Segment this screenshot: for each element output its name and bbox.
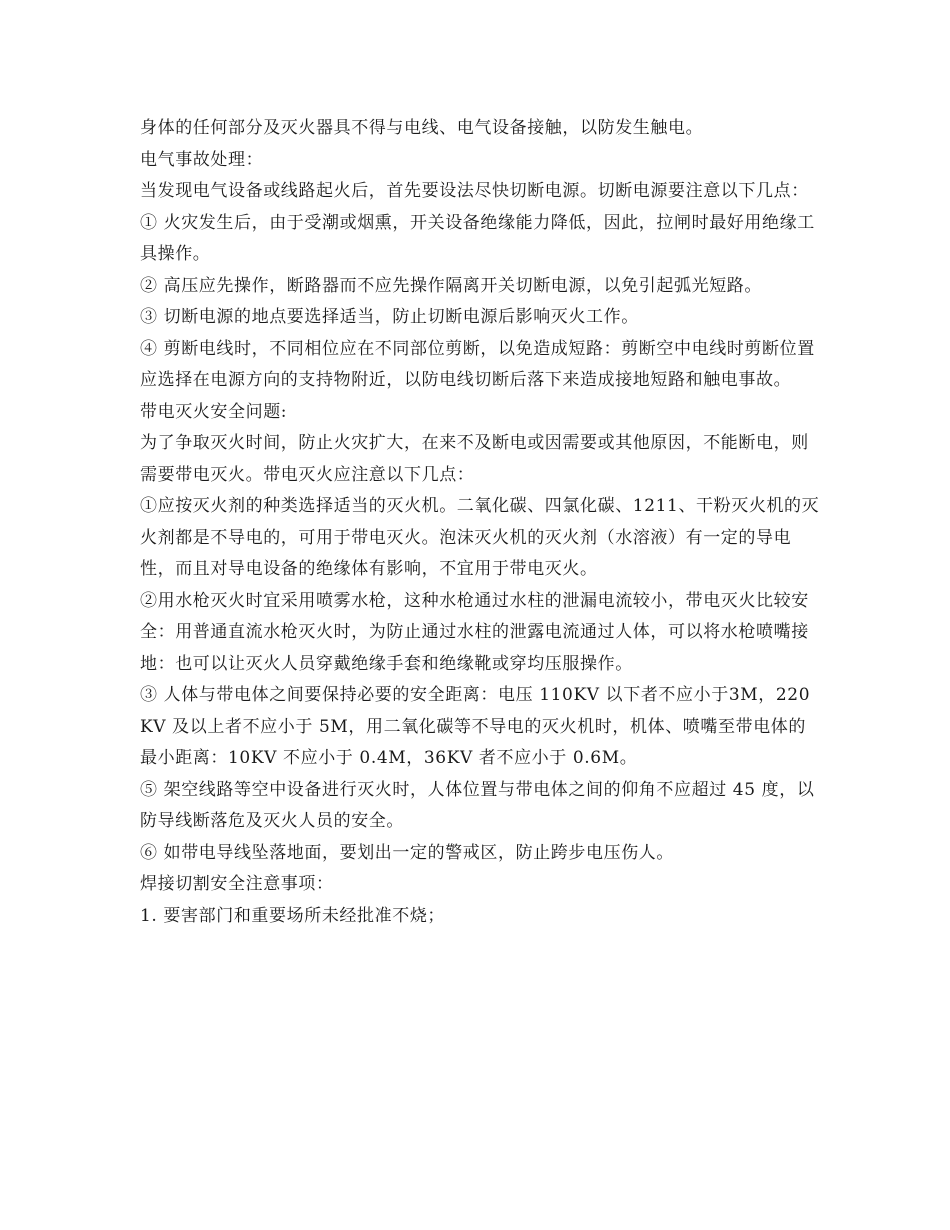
list-item: ③ 切断电源的地点要选择适当，防止切断电源后影响灭火工作。: [140, 307, 639, 327]
list-item: ① 火灾发生后，由于受潮或烟熏，开关设备绝缘能力降低，因此，拉闸时最好用绝缘工具操作。: [140, 212, 815, 264]
list-item: ⑤ 架空线路等空中设备进行灭火时，人体位置与带电体之间的仰角不应超过 45 度，以防导线断落危及灭火人员的安全。: [140, 779, 815, 831]
list-item: ③ 人体与带电体之间要保持必要的安全距离：电压 110KV 以下者不应小于3M，220KV 及以上者不应小于 5M，用二氧化碳等不导电的灭火机时，机体、喷嘴至带电体的最小距离：10KV 不应小于 0.4M，36KV 者不应小于 0.6M。: [140, 685, 811, 768]
list-item: ⑥ 如带电导线坠落地面，要划出一定的警戒区，防止跨步电压伤人。: [140, 842, 675, 863]
list-item: ②用水枪灭火时宜采用喷雾水枪，这种水枪通过水柱的泄漏电流较小，带电灭火比较安全：用普通直流水枪灭火时，为防止通过水柱的泄露电流通过人体，可以将水枪喷嘴接地：也可以让灭火人员穿戴绝缘手套和绝缘靴或穿均压服操作。: [140, 590, 809, 674]
list-item: ①应按灭火剂的种类选择适当的灭火机。二氧化碳、四氯化碳、1211、干粉灭火机的灭火剂都是不导电的，可用于带电灭火。泡沫灭火机的灭火剂（水溶液）有一定的导电性，而且对导电设备的绝缘体有影响，不宜用于带电灭火。: [140, 496, 820, 579]
list-item: ② 高压应先操作，断路器而不应先操作隔离开关切断电源，以免引起弧光短路。: [140, 275, 763, 296]
paragraph: 为了争取灭火时间，防止火灾扩大，在来不及断电或因需要或其他原因，不能断电，则需要带电灭火。带电灭火应注意以下几点：: [140, 433, 809, 485]
section-heading: 电气事故处理：: [140, 149, 264, 170]
paragraph: 当发现电气设备或线路起火后，首先要设法尽快切断电源。切断电源要注意以下几点：: [140, 181, 809, 201]
section-heading: 带电灭火安全问题:: [140, 401, 288, 422]
document-body: [140, 113, 820, 932]
section-heading: 焊接切割安全注意事项：: [140, 874, 334, 894]
list-item: ④ 剪断电线时，不同相位应在不同部位剪断，以免造成短路：剪断空中电线时剪断位置应选择在电源方向的支持物附近，以防电线切断后落下来造成接地短路和触电事故。: [140, 338, 815, 390]
list-item: 1. 要害部门和重要场所未经批准不烧；: [140, 905, 446, 926]
paragraph: 身体的任何部分及灭火器具不得与电线、电气设备接触，以防发生触电。: [140, 118, 704, 138]
